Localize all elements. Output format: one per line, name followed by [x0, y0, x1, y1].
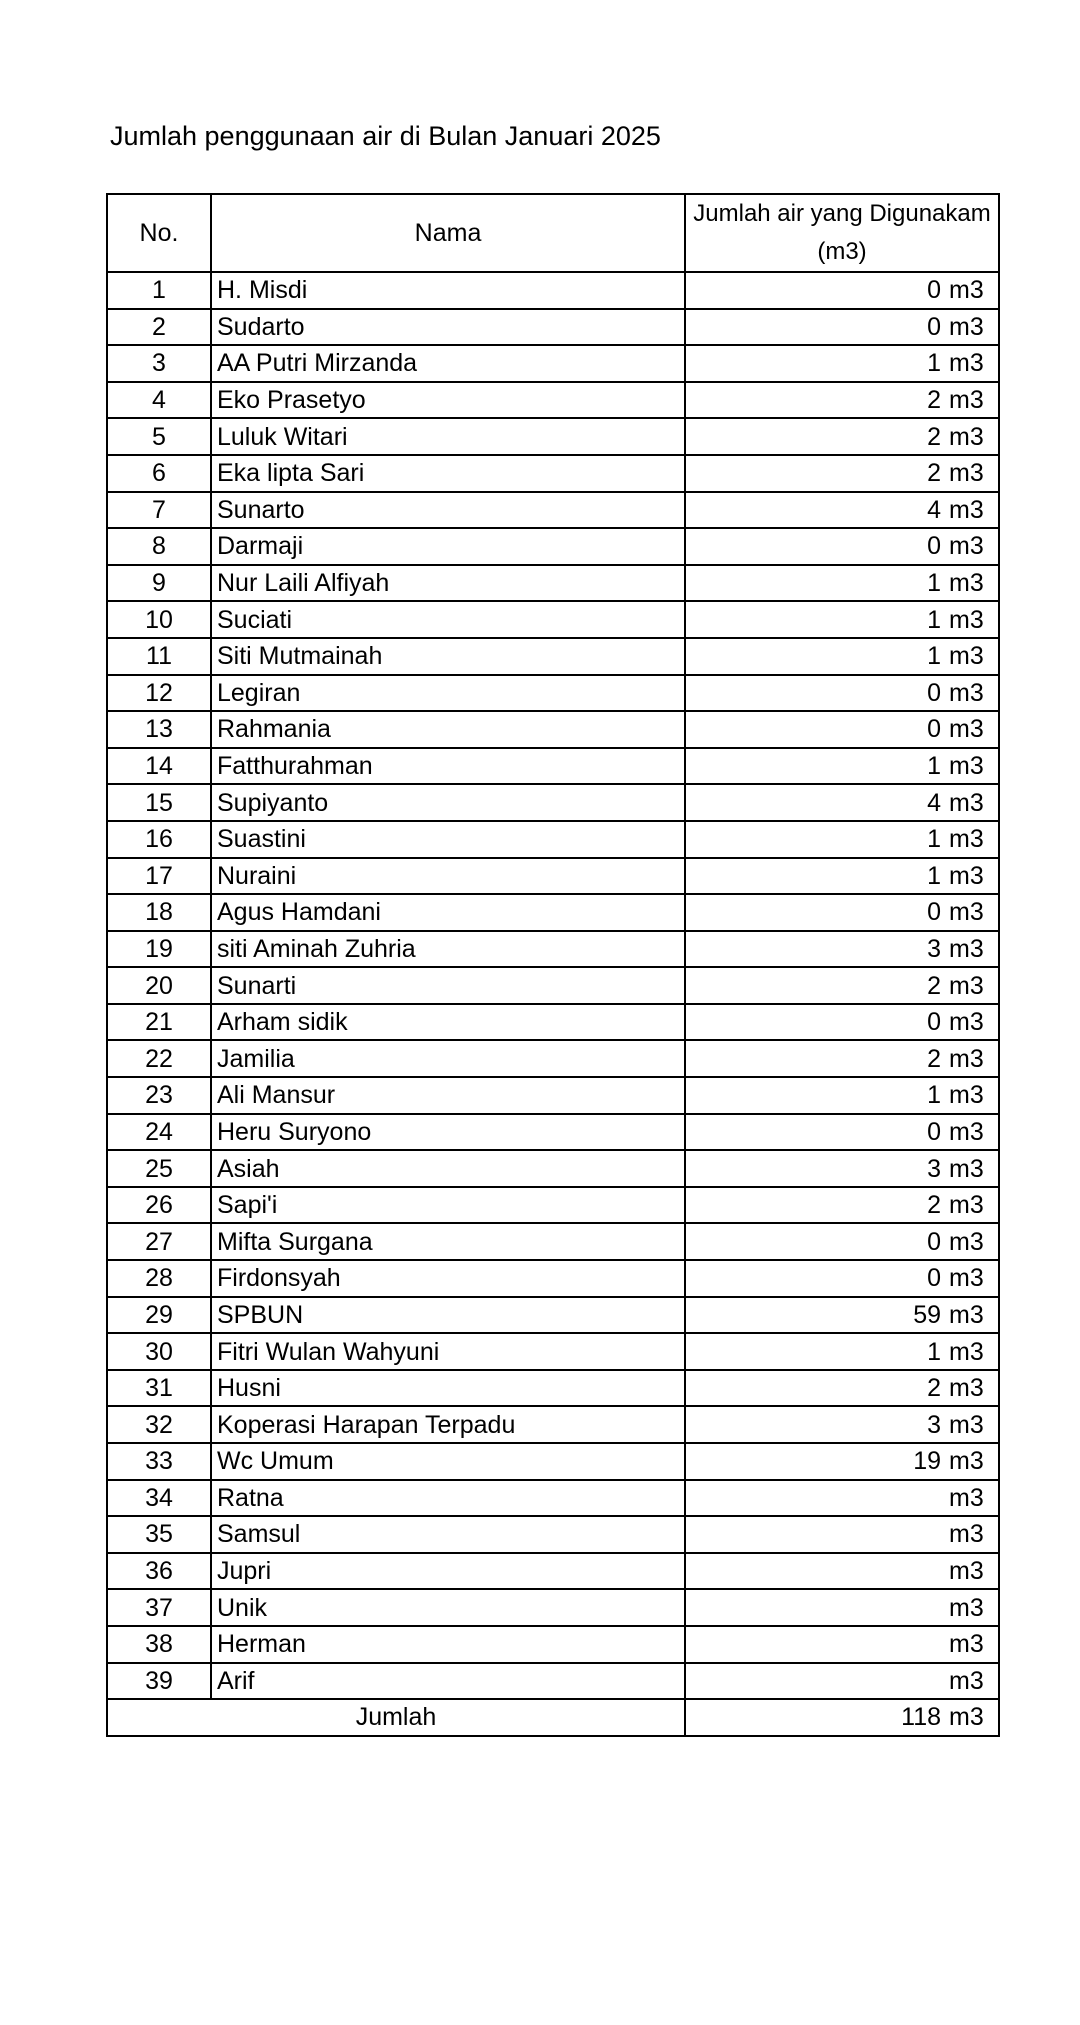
- row-amount: 2: [685, 1187, 949, 1224]
- row-amount: 2: [685, 1040, 949, 1077]
- table-row: [107, 748, 999, 785]
- row-amount: 0: [685, 309, 949, 346]
- row-unit: m3: [949, 711, 999, 748]
- row-name: Rahmania: [211, 711, 685, 748]
- row-name: Jamilia: [211, 1040, 685, 1077]
- row-unit: m3: [949, 1260, 999, 1297]
- row-name: Sapi'i: [211, 1187, 685, 1224]
- row-no: 30: [107, 1333, 211, 1370]
- row-amount: 1: [685, 601, 949, 638]
- row-no: 26: [107, 1187, 211, 1224]
- row-unit: m3: [949, 272, 999, 309]
- table-row: [107, 528, 999, 565]
- row-name: Arham sidik: [211, 1004, 685, 1041]
- row-unit: m3: [949, 418, 999, 455]
- table-row: [107, 1223, 999, 1260]
- table-row: [107, 418, 999, 455]
- row-amount: 0: [685, 528, 949, 565]
- row-name: Wc Umum: [211, 1443, 685, 1480]
- header-name: Nama: [211, 194, 685, 272]
- row-name: Husni: [211, 1370, 685, 1407]
- table-row: [107, 1443, 999, 1480]
- row-amount: 0: [685, 1004, 949, 1041]
- row-no: 29: [107, 1297, 211, 1334]
- row-name: Sudarto: [211, 309, 685, 346]
- row-amount: 0: [685, 675, 949, 712]
- row-name: H. Misdi: [211, 272, 685, 309]
- total-row: [107, 1699, 999, 1736]
- row-unit: m3: [949, 1004, 999, 1041]
- table-row: [107, 1406, 999, 1443]
- row-unit: m3: [949, 967, 999, 1004]
- table-row: [107, 309, 999, 346]
- row-name: Siti Mutmainah: [211, 638, 685, 675]
- row-name: Sunarti: [211, 967, 685, 1004]
- row-no: 7: [107, 492, 211, 529]
- total-unit: m3: [949, 1699, 999, 1736]
- row-amount: 3: [685, 931, 949, 968]
- table-row: [107, 1333, 999, 1370]
- row-amount: 1: [685, 1333, 949, 1370]
- row-no: 38: [107, 1626, 211, 1663]
- row-name: Suastini: [211, 821, 685, 858]
- row-unit: m3: [949, 1223, 999, 1260]
- row-unit: m3: [949, 1663, 999, 1700]
- row-unit: m3: [949, 1077, 999, 1114]
- row-unit: m3: [949, 309, 999, 346]
- page-title: Jumlah penggunaan air di Bulan Januari 2025: [110, 121, 661, 151]
- row-no: 34: [107, 1480, 211, 1517]
- row-no: 33: [107, 1443, 211, 1480]
- row-unit: m3: [949, 492, 999, 529]
- row-name: Nur Laili Alfiyah: [211, 565, 685, 602]
- row-name: Herman: [211, 1626, 685, 1663]
- row-unit: m3: [949, 382, 999, 419]
- row-no: 19: [107, 931, 211, 968]
- row-name: Mifta Surgana: [211, 1223, 685, 1260]
- row-no: 13: [107, 711, 211, 748]
- table-row: [107, 858, 999, 895]
- row-name: Sunarto: [211, 492, 685, 529]
- row-amount: 2: [685, 382, 949, 419]
- row-name: Luluk Witari: [211, 418, 685, 455]
- table-row: [107, 382, 999, 419]
- row-amount: 1: [685, 565, 949, 602]
- table-row: [107, 601, 999, 638]
- row-name: AA Putri Mirzanda: [211, 345, 685, 382]
- table-row: [107, 455, 999, 492]
- table-row: [107, 1370, 999, 1407]
- row-amount: 1: [685, 1077, 949, 1114]
- row-no: 6: [107, 455, 211, 492]
- row-unit: m3: [949, 345, 999, 382]
- row-amount: 0: [685, 1223, 949, 1260]
- row-unit: m3: [949, 784, 999, 821]
- row-unit: m3: [949, 638, 999, 675]
- row-amount: 2: [685, 455, 949, 492]
- row-unit: m3: [949, 821, 999, 858]
- row-name: Koperasi Harapan Terpadu: [211, 1406, 685, 1443]
- row-no: 2: [107, 309, 211, 346]
- row-no: 36: [107, 1553, 211, 1590]
- row-no: 31: [107, 1370, 211, 1407]
- row-name: siti Aminah Zuhria: [211, 931, 685, 968]
- row-amount: 1: [685, 858, 949, 895]
- row-name: Eko Prasetyo: [211, 382, 685, 419]
- row-name: SPBUN: [211, 1297, 685, 1334]
- table-row: [107, 638, 999, 675]
- table-row: [107, 1589, 999, 1626]
- table-row: [107, 1516, 999, 1553]
- row-unit: m3: [949, 675, 999, 712]
- row-unit: m3: [949, 455, 999, 492]
- total-label: Jumlah: [107, 1699, 685, 1736]
- table-row: [107, 894, 999, 931]
- row-name: Fitri Wulan Wahyuni: [211, 1333, 685, 1370]
- row-unit: m3: [949, 1297, 999, 1334]
- row-name: Suciati: [211, 601, 685, 638]
- row-no: 21: [107, 1004, 211, 1041]
- table-row: [107, 1004, 999, 1041]
- table-row: [107, 1187, 999, 1224]
- row-amount: [685, 1663, 949, 1700]
- row-name: Asiah: [211, 1150, 685, 1187]
- row-amount: 59: [685, 1297, 949, 1334]
- row-unit: m3: [949, 931, 999, 968]
- row-unit: m3: [949, 1150, 999, 1187]
- row-name: Eka lipta Sari: [211, 455, 685, 492]
- row-amount: 0: [685, 894, 949, 931]
- row-unit: m3: [949, 1406, 999, 1443]
- table-row: [107, 1626, 999, 1663]
- row-unit: m3: [949, 858, 999, 895]
- table-row: [107, 1297, 999, 1334]
- total-amount: 118: [685, 1699, 949, 1736]
- row-no: 37: [107, 1589, 211, 1626]
- table-row: [107, 1553, 999, 1590]
- row-no: 11: [107, 638, 211, 675]
- table-row: [107, 492, 999, 529]
- row-unit: m3: [949, 1553, 999, 1590]
- row-unit: m3: [949, 1333, 999, 1370]
- row-name: Unik: [211, 1589, 685, 1626]
- row-no: 1: [107, 272, 211, 309]
- table-row: [107, 1114, 999, 1151]
- row-no: 8: [107, 528, 211, 565]
- table-row: [107, 1260, 999, 1297]
- row-amount: 2: [685, 967, 949, 1004]
- row-unit: m3: [949, 1114, 999, 1151]
- row-amount: [685, 1516, 949, 1553]
- table-row: [107, 1077, 999, 1114]
- row-amount: [685, 1480, 949, 1517]
- table-row: [107, 1663, 999, 1700]
- row-amount: 0: [685, 1114, 949, 1151]
- row-name: Legiran: [211, 675, 685, 712]
- row-no: 4: [107, 382, 211, 419]
- row-name: Firdonsyah: [211, 1260, 685, 1297]
- row-no: 9: [107, 565, 211, 602]
- row-no: 32: [107, 1406, 211, 1443]
- row-amount: 1: [685, 638, 949, 675]
- row-unit: m3: [949, 1480, 999, 1517]
- row-no: 28: [107, 1260, 211, 1297]
- row-no: 18: [107, 894, 211, 931]
- row-amount: 0: [685, 1260, 949, 1297]
- row-no: 16: [107, 821, 211, 858]
- row-unit: m3: [949, 1626, 999, 1663]
- table-row: [107, 1150, 999, 1187]
- row-no: 17: [107, 858, 211, 895]
- row-name: Agus Hamdani: [211, 894, 685, 931]
- table-header-row: [107, 194, 999, 272]
- row-unit: m3: [949, 894, 999, 931]
- row-name: Arif: [211, 1663, 685, 1700]
- row-name: Ali Mansur: [211, 1077, 685, 1114]
- row-unit: m3: [949, 1589, 999, 1626]
- row-amount: 2: [685, 1370, 949, 1407]
- row-amount: 3: [685, 1150, 949, 1187]
- row-name: Samsul: [211, 1516, 685, 1553]
- row-unit: m3: [949, 565, 999, 602]
- row-unit: m3: [949, 1187, 999, 1224]
- row-no: 27: [107, 1223, 211, 1260]
- table-body: [107, 272, 999, 1699]
- row-unit: m3: [949, 748, 999, 785]
- row-unit: m3: [949, 1040, 999, 1077]
- row-no: 12: [107, 675, 211, 712]
- row-amount: 3: [685, 1406, 949, 1443]
- row-no: 14: [107, 748, 211, 785]
- table-row: [107, 272, 999, 309]
- row-no: 3: [107, 345, 211, 382]
- row-no: 22: [107, 1040, 211, 1077]
- table-row: [107, 675, 999, 712]
- row-amount: [685, 1589, 949, 1626]
- row-amount: 1: [685, 748, 949, 785]
- row-name: Nuraini: [211, 858, 685, 895]
- water-usage-table: [106, 193, 1000, 1737]
- row-no: 15: [107, 784, 211, 821]
- row-amount: 1: [685, 821, 949, 858]
- row-no: 24: [107, 1114, 211, 1151]
- row-amount: 2: [685, 418, 949, 455]
- table-row: [107, 711, 999, 748]
- table-row: [107, 784, 999, 821]
- row-name: Jupri: [211, 1553, 685, 1590]
- table-row: [107, 967, 999, 1004]
- row-no: 39: [107, 1663, 211, 1700]
- row-name: Darmaji: [211, 528, 685, 565]
- row-amount: 19: [685, 1443, 949, 1480]
- row-amount: 0: [685, 711, 949, 748]
- row-no: 10: [107, 601, 211, 638]
- row-unit: m3: [949, 1443, 999, 1480]
- row-unit: m3: [949, 601, 999, 638]
- header-amount: Jumlah air yang Digunakam (m3): [685, 194, 999, 272]
- row-amount: 0: [685, 272, 949, 309]
- row-no: 23: [107, 1077, 211, 1114]
- row-no: 5: [107, 418, 211, 455]
- row-name: Ratna: [211, 1480, 685, 1517]
- row-amount: 4: [685, 784, 949, 821]
- row-amount: [685, 1553, 949, 1590]
- row-name: Fatthurahman: [211, 748, 685, 785]
- table-row: [107, 1480, 999, 1517]
- row-unit: m3: [949, 1370, 999, 1407]
- row-no: 20: [107, 967, 211, 1004]
- table-row: [107, 345, 999, 382]
- table-row: [107, 1040, 999, 1077]
- table-row: [107, 565, 999, 602]
- table-row: [107, 821, 999, 858]
- header-no: No.: [107, 194, 211, 272]
- row-no: 25: [107, 1150, 211, 1187]
- row-name: Supiyanto: [211, 784, 685, 821]
- row-amount: [685, 1626, 949, 1663]
- row-name: Heru Suryono: [211, 1114, 685, 1151]
- row-unit: m3: [949, 1516, 999, 1553]
- table-row: [107, 931, 999, 968]
- row-amount: 1: [685, 345, 949, 382]
- row-amount: 4: [685, 492, 949, 529]
- row-unit: m3: [949, 528, 999, 565]
- row-no: 35: [107, 1516, 211, 1553]
